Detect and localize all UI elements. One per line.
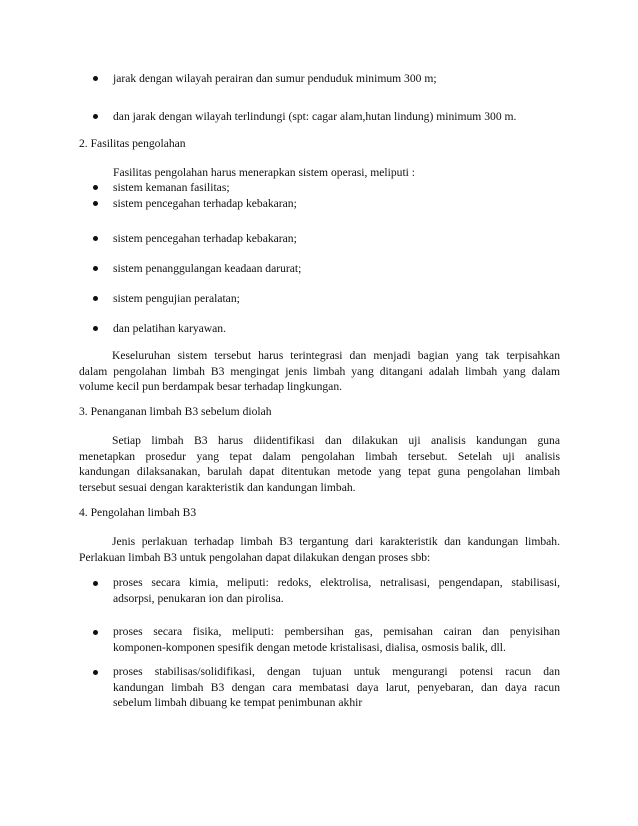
bullet-icon bbox=[93, 185, 98, 190]
list-item: dan pelatihan karyawan. bbox=[113, 322, 226, 335]
bullet-icon bbox=[93, 326, 98, 331]
list-item-line: kandungan limbah B3 dengan cara membatasi daya larut, penyebaran, dan daya racun bbox=[113, 680, 560, 694]
list-item bbox=[113, 624, 560, 655]
list-item-line: proses secara fisika, meliputi: pembersihan gas, pemisahan cairan dan penyisihan bbox=[113, 625, 560, 638]
bullet-icon bbox=[93, 114, 98, 119]
paragraph-line: dalam pengolahan limbah B3 mengingat jenis limbah yang ditangani adalah limbah yang dalam bbox=[79, 364, 560, 378]
list-item-line: adsorpsi, penukaran ion dan pirolisa. bbox=[113, 591, 284, 605]
list-item-line: komponen-komponen spesifik dengan metode kristalisasi, dialisa, osmosis balik, dll. bbox=[113, 640, 506, 654]
paragraph-line: Setiap limbah B3 harus diidentifikasi dan dilakukan uji analisis kandungan guna bbox=[112, 434, 560, 447]
bullet-icon bbox=[93, 266, 98, 271]
section-intro: Fasilitas pengolahan harus menerapkan sistem operasi, meliputi : bbox=[113, 166, 416, 179]
bullet-icon bbox=[93, 670, 98, 675]
paragraph-line: tersebut sesuai dengan karakteristik dan kandungan limbah. bbox=[79, 480, 356, 494]
paragraph-line: menetapkan prosedur yang tepat dalam pengolahan limbah tersebut. Setelah uji analisis bbox=[79, 449, 560, 463]
bullet-icon bbox=[93, 630, 98, 635]
paragraph-line: Keseluruhan sistem tersebut harus terintegrasi dan menjadi bagian yang tak terpisahkan bbox=[112, 349, 560, 362]
list-item: dan jarak dengan wilayah terlindungi (spt: cagar alam,hutan lindung) minimum 300 m. bbox=[113, 110, 517, 123]
list-item: sistem pengujian peralatan; bbox=[113, 292, 240, 305]
list-item-line: sebelum limbah dibuang ke tempat penimbunan akhir bbox=[113, 696, 363, 709]
paragraph-line: kandungan dilaksanakan, barulah dapat ditentukan metode yang tepat guna pengolahan limbah bbox=[79, 465, 560, 478]
list-item: sistem penanggulangan keadaan darurat; bbox=[113, 262, 302, 275]
list-item: jarak dengan wilayah perairan dan sumur penduduk minimum 300 m; bbox=[113, 72, 437, 85]
bullet-icon bbox=[93, 201, 98, 206]
bullet-icon bbox=[93, 236, 98, 241]
list-item bbox=[113, 664, 560, 711]
paragraph-line: Perlakuan limbah B3 untuk pengolahan dapat dilakukan dengan proses sbb: bbox=[79, 550, 431, 564]
paragraph bbox=[79, 348, 560, 395]
list-item: sistem kemanan fasilitas; bbox=[113, 181, 230, 194]
bullet-icon bbox=[93, 296, 98, 301]
bullet-icon bbox=[93, 581, 98, 586]
section-heading: 4. Pengolahan limbah B3 bbox=[79, 506, 197, 519]
paragraph bbox=[79, 433, 560, 495]
section-heading: 3. Penanganan limbah B3 sebelum diolah bbox=[79, 405, 272, 418]
list-item bbox=[113, 575, 560, 606]
bullet-icon bbox=[93, 76, 98, 81]
paragraph-line: Jenis perlakuan terhadap limbah B3 tergantung dari karakteristik dan kandungan limbah. bbox=[112, 535, 560, 548]
list-item-line: proses stabilisas/solidifikasi, dengan tujuan untuk mengurangi potensi racun dan bbox=[113, 665, 560, 678]
section-heading: 2. Fasilitas pengolahan bbox=[79, 137, 186, 150]
paragraph-line: volume kecil pun berdampak besar terhadap lingkungan. bbox=[79, 380, 343, 393]
list-item: sistem pencegahan terhadap kebakaran; bbox=[113, 232, 297, 245]
list-item: sistem pencegahan terhadap kebakaran; bbox=[113, 197, 297, 210]
paragraph bbox=[79, 534, 560, 565]
list-item-line: proses secara kimia, meliputi: redoks, elektrolisa, netralisasi, pengendapan, stabilisasi, bbox=[113, 576, 560, 589]
